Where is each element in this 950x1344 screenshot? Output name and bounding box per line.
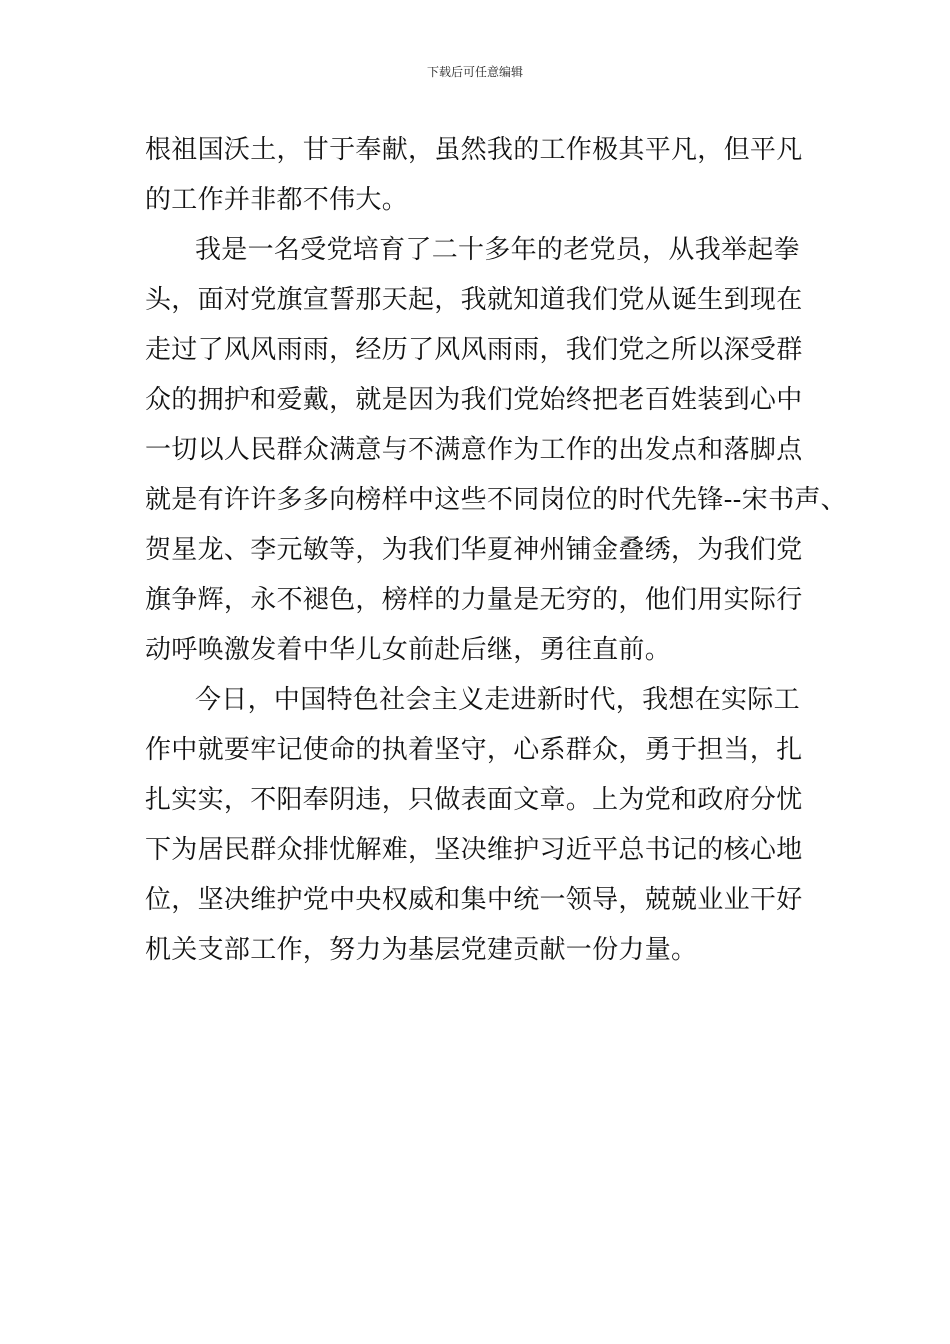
paragraph-line: 根祖国沃土，甘于奉献，虽然我的工作极其平凡，但平凡: [145, 135, 803, 165]
paragraph-line: 一切以人民群众满意与不满意作为工作的出发点和落脚点: [145, 435, 803, 465]
paragraph-line: 的工作并非都不伟大。: [145, 185, 409, 215]
paragraph-line: 位，坚决维护党中央权威和集中统一领导，兢兢业业干好: [145, 885, 803, 915]
paragraph-line: 就是有许许多多向榜样中这些不同岗位的时代先锋--宋书声、: [145, 485, 847, 515]
paragraph-line: 头，面对党旗宣誓那天起，我就知道我们党从诞生到现在: [145, 285, 803, 315]
paragraph-line: 众的拥护和爱戴，就是因为我们党始终把老百姓装到心中: [145, 385, 803, 415]
document-body: [145, 125, 847, 975]
paragraph-line: 扎实实，不阳奉阴违，只做表面文章。上为党和政府分忧: [145, 785, 803, 815]
paragraph-2: [145, 225, 847, 675]
paragraph-1: [145, 125, 825, 225]
paragraph-3: [145, 675, 825, 975]
paragraph-line: 动呼唤激发着中华儿女前赴后继，勇往直前。: [145, 635, 672, 665]
paragraph-line: 旗争辉，永不褪色，榜样的力量是无穷的，他们用实际行: [145, 585, 803, 615]
paragraph-line: 贺星龙、李元敏等，为我们华夏神州铺金叠绣，为我们党: [145, 535, 803, 565]
paragraph-line: 走过了风风雨雨，经历了风风雨雨，我们党之所以深受群: [145, 335, 803, 365]
paragraph-first-line: 我是一名受党培育了二十多年的老党员，从我举起拳: [195, 235, 800, 265]
paragraph-first-line: 今日，中国特色社会主义走进新时代，我想在实际工: [195, 685, 800, 715]
page-header: 下载后可任意编辑: [426, 65, 523, 79]
paragraph-line: 作中就要牢记使命的执着坚守，心系群众，勇于担当，扎: [145, 735, 803, 765]
paragraph-line: 机关支部工作，努力为基层党建贡献一份力量。: [145, 935, 698, 965]
paragraph-line: 下为居民群众排忧解难，坚决维护习近平总书记的核心地: [145, 835, 803, 865]
